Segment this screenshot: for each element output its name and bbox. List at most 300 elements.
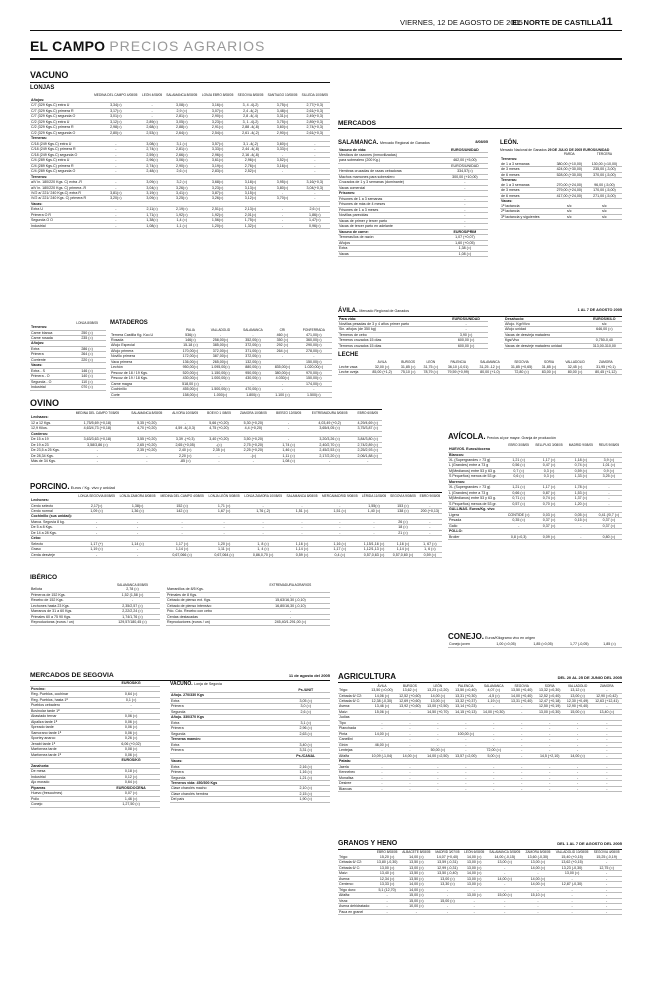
row-label: Terneros: <box>30 325 68 330</box>
row-label: Para vida: <box>338 317 444 322</box>
table-row <box>30 223 330 228</box>
table-cell: 1,01 (=) <box>596 463 622 468</box>
table-cell: - <box>424 786 452 791</box>
table-cell: 2,65 (+0,05) <box>168 442 203 447</box>
table-cell: -4,5 (=) <box>480 693 508 698</box>
page-number: 11 <box>601 16 613 28</box>
table-cell: 462,00 (+5,00) <box>442 158 488 163</box>
table-cell: 13,00 (=) <box>400 865 433 870</box>
table-cell: 10,09 (-1,04) <box>368 753 396 758</box>
table-cell: - <box>368 737 396 742</box>
table-cell: - <box>91 141 140 146</box>
row-label: Abastado ternar <box>30 714 102 719</box>
table-cell: 0,15 (=) <box>566 518 596 523</box>
table-cell: - <box>265 218 299 223</box>
row-label: Primera - O <box>30 374 68 379</box>
table-cell: 279,00 (+24,00) <box>552 188 587 193</box>
table-row <box>30 385 106 390</box>
table-cell: - <box>265 152 299 157</box>
table-cell: - <box>508 764 536 769</box>
section-title <box>30 38 265 56</box>
table-cell: 3,57(=) <box>200 141 236 146</box>
table-cell: - <box>91 180 140 185</box>
table-cell: s/c <box>587 322 622 327</box>
table-cell: 13,50 (+0,40) <box>508 688 536 693</box>
row-label: Pescoz de 19 / 18 Kgs. <box>110 376 177 381</box>
table-cell: 32,00 (=) <box>367 365 396 370</box>
table-cell: - <box>251 614 330 619</box>
table-cell: - <box>452 770 480 775</box>
table-cell: 13,59 (-0,31) <box>433 860 462 865</box>
table-cell: 387,00(=) <box>204 354 236 359</box>
row-label: Ternera Castilla Kg. Kco.U <box>110 333 177 338</box>
table-cell: 2,6 (=) <box>300 207 330 212</box>
table-cell: s/c <box>552 209 587 214</box>
table-cell: 1,07 (+0,07) <box>442 235 488 240</box>
table-cell: - <box>284 519 319 524</box>
table-cell: - <box>300 152 330 157</box>
table-cell: 1.095,00(=) <box>204 365 236 370</box>
table-cell: 278,00(=) <box>296 348 332 353</box>
iberico-right-table <box>166 582 330 625</box>
table-cell: - <box>564 737 592 742</box>
row-label: Lechones: <box>30 498 76 503</box>
table-cell: - <box>76 530 117 535</box>
row-label: XL (Supergrandes > 73 g) <box>448 485 505 490</box>
table-cell: 1,19 (=) <box>76 547 117 552</box>
table-cell: 72,00 (=) <box>480 748 508 753</box>
row-label: C/2 (329 Kgs.C) primera R <box>30 125 91 130</box>
table-cell: - <box>442 202 488 207</box>
table-cell: - <box>265 169 299 174</box>
table-cell: - <box>296 387 332 392</box>
table-cell: 2,61(+0,3) <box>300 130 330 135</box>
column-header: SALAMANCA 8/08/05 <box>166 93 198 98</box>
row-label: /V/2 a/ 221/ 240 Kgs.C) extra R <box>30 191 91 196</box>
row-label: Trigo: <box>338 855 375 860</box>
table-cell: - <box>536 781 564 786</box>
row-label: L (Grandes) entre a 73 g <box>448 463 505 468</box>
row-label: GALLINAS. Euros/Kg. vivo <box>448 507 505 512</box>
table-cell: 3,0 (=) <box>282 704 330 709</box>
row-label: Primera <box>170 704 282 709</box>
row-label: Lechón <box>110 365 177 370</box>
column-header: LONJA ZAMORA 10/08/05 <box>244 493 282 498</box>
table-cell: 3,26(=) <box>164 185 200 190</box>
table-cell: 950,00(=) <box>237 370 270 375</box>
table-cell: 2,6 (=) <box>282 709 330 714</box>
table-cell: 2,40/2,70 (=) <box>306 442 354 447</box>
table-cell: 15,00 (=) <box>433 898 462 903</box>
table-cell: - <box>462 904 487 909</box>
table-cell: 0,05 (=) <box>566 512 596 517</box>
row-label: De 5 a 8 Kgs. <box>30 525 76 530</box>
table-cell: 2,89(=) <box>140 119 164 124</box>
row-label: Cebada 6/ C2: <box>338 693 368 698</box>
table-cell: - <box>424 770 452 775</box>
table-cell: 2,10 (=) <box>282 786 330 791</box>
table-row <box>30 196 330 201</box>
table-cell: 13,62 (=) <box>396 688 424 693</box>
table-cell: - <box>553 904 591 909</box>
table-cell: 15,00 (=) <box>486 893 523 898</box>
table-cell: - <box>508 742 536 747</box>
table-cell: 2,78 (=) <box>105 587 160 592</box>
table-cell: - <box>596 485 622 490</box>
table-cell: - <box>396 720 424 725</box>
table-cell: 5,35 (+0,20) <box>126 420 168 425</box>
table-cell: 12,90 (=0,42) <box>592 693 622 698</box>
row-label: Vacas: <box>30 201 91 206</box>
table-cell: 1,51 (=) <box>320 508 360 513</box>
table-cell: - <box>433 887 462 892</box>
table-cell: 15,10 (=) <box>523 893 553 898</box>
table-cell: 430,00(=) <box>237 376 270 381</box>
table-cell: - <box>206 530 242 535</box>
row-label: 1ª lactancia <box>500 204 552 209</box>
table-cell: - <box>591 876 622 881</box>
table-cell: 1,77 (-0,05) <box>562 642 597 647</box>
table-cell: - <box>508 726 536 731</box>
column-header: BOEVO 1 /08/05 <box>207 410 231 415</box>
table-cell: 0,37 (=) <box>532 523 566 528</box>
row-label: Desahucio: <box>504 317 587 322</box>
column-header: EBRO 9/08/05 <box>419 493 441 498</box>
agricultura-section <box>338 672 622 792</box>
table-cell: 1,17 (=) <box>320 547 360 552</box>
row-label: Novillo primera <box>110 354 177 359</box>
table-cell: - <box>553 909 591 914</box>
leche-section <box>338 352 622 375</box>
table-cell: 1,20 (=) <box>206 541 242 546</box>
row-label: Mestizos de razones (inmovilizadas) <box>338 153 442 158</box>
table-cell: 3,60(=) <box>265 141 299 146</box>
table-row <box>30 802 160 807</box>
row-label: para sobrealero (200 Kg.) <box>338 158 442 163</box>
granos-title: GRANOS Y HENO <box>338 840 398 847</box>
table-cell: 80,00 (+1,0) <box>474 370 505 375</box>
table-cell: 1.500(=) <box>296 392 332 397</box>
row-label: Monalisa <box>338 775 368 780</box>
table-cell: 14,00 (+0,30) <box>480 709 508 714</box>
table-cell: 2,54(=) <box>200 130 236 135</box>
table-cell: 1,00 (=0,05) <box>488 642 525 647</box>
table-cell: 0,37 (=) <box>596 523 622 528</box>
table-cell: 2,19(=) <box>164 207 200 212</box>
table-cell: 1,14 (=) <box>388 547 418 552</box>
group-label: Terneras: <box>501 178 518 183</box>
table-cell: 13,31 (+0,40) <box>508 698 536 703</box>
table-cell: - <box>444 327 488 332</box>
table-cell: 13,00 (=) <box>462 865 487 870</box>
column-header: SEGOVIA 8/08/05 <box>237 93 264 98</box>
table-cell: 0,87 (=) <box>532 490 566 495</box>
salamanca-table <box>338 148 488 258</box>
table-cell: 14,00 (=) <box>400 882 433 887</box>
table-cell: - <box>320 525 360 530</box>
table-cell: - <box>237 381 270 386</box>
table-cell: EUROS/UNIDAD <box>442 163 488 168</box>
table-cell: 0,67,066 (=) <box>158 552 206 557</box>
avila-title: ÁVILA. <box>338 308 358 314</box>
table-cell: 4,59 -4(-0,3) <box>168 426 203 431</box>
table-cell: - <box>284 503 319 508</box>
row-label: Piparras <box>30 785 102 790</box>
table-cell: 0,06 (=) <box>102 714 160 719</box>
table-cell: - <box>368 764 396 769</box>
column-header: BURGOS <box>401 360 416 364</box>
table-cell: -(=) <box>235 453 271 458</box>
table-cell: 424,00 (+30,00) <box>552 167 587 172</box>
table-cell: - <box>91 207 140 212</box>
table-cell: 150,00(=) <box>296 359 332 364</box>
table-cell: 300,00 (+10,00) <box>442 174 488 179</box>
table-cell: - <box>508 709 536 714</box>
table-cell: - <box>508 753 536 758</box>
table-cell: 3,08(=) <box>164 103 200 108</box>
table-cell: - <box>592 748 622 753</box>
table-cell: 258,00(=) <box>204 338 236 343</box>
row-label: Extra <box>30 346 68 351</box>
row-label: De 15 a 19 <box>30 437 69 442</box>
table-cell: - <box>126 459 168 464</box>
section-name: EL CAMPO <box>30 38 106 54</box>
table-cell: 2,90(=) <box>200 114 236 119</box>
table-cell: 1,21 (=) <box>505 485 532 490</box>
table-cell: 2,74(+0,3) <box>300 125 330 130</box>
table-cell: 1,1 (=) <box>164 223 200 228</box>
row-label: Jaerla <box>338 764 368 769</box>
column-header: VALLADOLID 10/08/05 <box>555 850 589 855</box>
avicola-section <box>448 432 622 540</box>
table-cell: - <box>592 742 622 747</box>
row-label: Carne rosada <box>30 335 68 340</box>
table-cell: - <box>418 530 442 535</box>
table-cell: 2,17/2,20 (=) <box>306 453 354 458</box>
table-cell: - <box>536 775 564 780</box>
table-cell: - <box>564 775 592 780</box>
table-cell: 2,53(=) <box>140 130 164 135</box>
row-label: M(Medianos) entre 53 y 63 g. <box>448 468 505 473</box>
table-cell: - <box>91 185 140 190</box>
table-row <box>170 797 330 802</box>
table-cell: 1,09 (=) <box>76 508 117 513</box>
table-cell: 3,08(=) <box>140 141 164 146</box>
row-label: Huevo (fresco/mes) <box>30 791 102 796</box>
table-header-row <box>338 360 622 365</box>
row-label: De 28,34 Kgs. <box>30 453 69 458</box>
table-cell: 286 (=) <box>68 346 106 351</box>
column-header: MADRID 9/08/05 <box>568 442 593 447</box>
table-cell: - <box>480 704 508 709</box>
table-cell: - <box>591 860 622 865</box>
table-cell: 3,25 (=) <box>596 474 622 479</box>
table-cell: 13,00 (+2,50) <box>424 704 452 709</box>
table-cell: 12,69 (+0,60) <box>396 698 424 703</box>
table-cell: 0,37 (=) <box>596 518 622 523</box>
table-cell: - <box>523 909 553 914</box>
table-cell: 1,74/1,76 (=) <box>105 614 160 619</box>
row-label: Ajo morado <box>30 780 102 785</box>
table-cell: 460 (=) <box>269 333 295 338</box>
table-cell: 3,52(=) <box>265 158 299 163</box>
table-cell: 1,15/1,16 (=) <box>360 541 388 546</box>
table-cell: 158,00(=) <box>177 392 205 397</box>
table-cell: 1,11 (=) <box>272 453 306 458</box>
table-cell: - <box>452 786 480 791</box>
table-cell: 1,86(=) <box>300 212 330 217</box>
row-label: Corderos: <box>30 431 69 436</box>
table-cell: 0,03 (=) <box>532 512 566 517</box>
table-cell: 0,18 (=) <box>102 769 160 774</box>
table-cell: 12,63 (+12,41) <box>592 698 622 703</box>
table-cell: - <box>368 781 396 786</box>
table-cell: - <box>553 898 591 903</box>
table-cell: - <box>284 525 319 530</box>
table-cell: 31,75 (=) <box>419 365 442 370</box>
table-cell: 13,32 (+0,37) <box>452 698 480 703</box>
row-label: Alfalfa <box>338 753 368 758</box>
table-cell: 0,7 (=) <box>505 468 532 473</box>
table-cell: 2,83(=) <box>200 169 236 174</box>
table-cell: 14,00 (=) <box>424 693 452 698</box>
table-cell: - <box>592 764 622 769</box>
avila-left-table <box>338 317 488 350</box>
column-header: TERCERA <box>596 152 613 157</box>
table-cell: 235,00 (-3,00) <box>587 167 622 172</box>
row-label: Sin. añojos (de 350 kg) <box>338 327 444 332</box>
table-cell: 172,00(=) <box>177 354 205 359</box>
row-label: Primera <box>170 748 282 753</box>
table-cell: 1,19 (=) <box>480 698 508 703</box>
table-cell: 4,07 (=) <box>480 688 508 693</box>
table-cell: - <box>140 114 164 119</box>
table-cell: 80,45 (+1,12) <box>590 370 622 375</box>
row-label: Broiler <box>448 534 505 539</box>
table-cell: - <box>536 737 564 742</box>
row-label: Terneras/los de razón <box>338 235 442 240</box>
row-label: 12,9 Kilos. <box>30 426 69 431</box>
table-cell: - <box>592 753 622 758</box>
column-header: ÁVILA <box>377 683 387 688</box>
row-label: Pueblos cebadero <box>30 703 102 708</box>
column-header: REUS 9/08/05 <box>598 442 620 447</box>
table-cell: 1, 4 (=) <box>242 547 285 552</box>
column-header: SORIA <box>544 683 555 688</box>
table-row <box>30 130 330 135</box>
column-header: SORIA <box>544 360 554 364</box>
table-cell: 2,74(=) <box>140 163 164 168</box>
table-cell: 3,09(=) <box>140 180 164 185</box>
row-label: Cochinillo <box>110 387 177 392</box>
row-label: Vacas <box>338 251 442 256</box>
row-label: Reproductores (euros / un) <box>166 620 251 625</box>
table-cell: 372,00(=) <box>237 343 270 348</box>
table-cell: 1,11 (=) <box>206 547 242 552</box>
table-cell: - <box>300 191 330 196</box>
table-cell: 0,74 (=) <box>566 463 596 468</box>
table-cell: 2,88(=) <box>164 125 200 130</box>
table-cell: - <box>91 163 140 168</box>
table-cell: 3,07(=) <box>200 108 236 113</box>
table-cell: - <box>508 737 536 742</box>
row-label: Cerdo normal <box>30 508 76 513</box>
row-label: Marfornea tarde <box>30 747 102 752</box>
table-cell: 380,00(=) <box>269 370 295 375</box>
table-cell: - <box>592 726 622 731</box>
table-cell: - <box>442 213 488 218</box>
table-cell: 2,81(=) <box>164 147 200 152</box>
table-cell: - <box>536 726 564 731</box>
row-label: /V/2 a/ 221/ 240 Kgs. C) primera R <box>30 196 91 201</box>
table-cell: 1,21 (=) <box>282 775 330 780</box>
table-cell: 14,00 (=) <box>523 876 553 881</box>
row-label: Añojos: <box>30 341 68 346</box>
row-label: C/7 (329 Kgs.C) primera R <box>30 108 91 113</box>
table-cell: - <box>360 530 388 535</box>
table-cell: 3,13(=) <box>236 185 266 190</box>
table-cell: 3,05 (=) <box>282 698 330 703</box>
table-cell: 2,9 (=) <box>164 108 200 113</box>
table-cell: - <box>591 882 622 887</box>
table-cell: 14,15 (+0,13) <box>452 709 480 714</box>
table-cell: CONTIDE (=) <box>505 512 532 517</box>
table-cell: 12,52 (=0,40) <box>536 693 564 698</box>
table-cell: 14,00 (=2,50) <box>424 753 452 758</box>
table-cell: - <box>592 688 622 693</box>
table-cell: - <box>452 737 480 742</box>
porcino-table <box>30 493 442 558</box>
table-cell: 3,1 -4(-2) <box>236 141 266 146</box>
table-cell: s/c <box>552 204 587 209</box>
row-label: Avena: <box>338 876 375 881</box>
table-cell: 1.000,00(=) <box>204 376 236 381</box>
table-cell: - <box>592 704 622 709</box>
table-cell: 0,08 (=) <box>102 747 160 752</box>
table-cell: - <box>265 212 299 217</box>
table-cell: 13,80 (-0,30) <box>375 860 400 865</box>
table-cell: - <box>396 709 424 714</box>
table-cell: 3,68(=) <box>200 180 236 185</box>
table-cell: - <box>91 223 140 228</box>
column-header: LONJA 8/08/05 <box>76 320 98 325</box>
salamanca-sub: Mercado Regional de Ganados <box>380 141 430 145</box>
table-cell: 5,66 (+0,20) <box>203 420 235 425</box>
group-label: Vacas: <box>501 199 513 204</box>
table-cell: 13,00 (=) <box>462 882 487 887</box>
table-cell: 2,74(=) <box>140 147 164 152</box>
table-cell: 1,92(=) <box>200 212 236 217</box>
table-row <box>30 620 160 625</box>
table-cell: - <box>375 909 400 914</box>
table-row <box>110 392 332 397</box>
table-cell: 3,05(=) <box>164 119 200 124</box>
row-label: Vacas de desvieja matadero <box>504 332 587 337</box>
table-cell: 471,00(=) <box>296 333 332 338</box>
row-label: de 1 a 3 semanas <box>500 183 552 188</box>
table-cell: - <box>480 786 508 791</box>
column-header: BELLPUIG 3/08/05 <box>535 442 563 447</box>
row-label: Novillas parecidas <box>338 213 442 218</box>
porcino-sub: Euros / Kg. vivo y unidad <box>70 485 115 490</box>
row-label: C/4 (289 Kgs.C) segunda O <box>30 169 91 174</box>
row-label: Bellota <box>30 587 105 592</box>
row-label: Cebada 6/ C: <box>338 698 368 703</box>
table-cell: 0,37 (=) <box>532 518 566 523</box>
table-cell: 1,08 (=) <box>442 251 488 256</box>
segovia-date: 11 de agosto del 2005 <box>288 673 330 678</box>
table-cell: - <box>424 764 452 769</box>
